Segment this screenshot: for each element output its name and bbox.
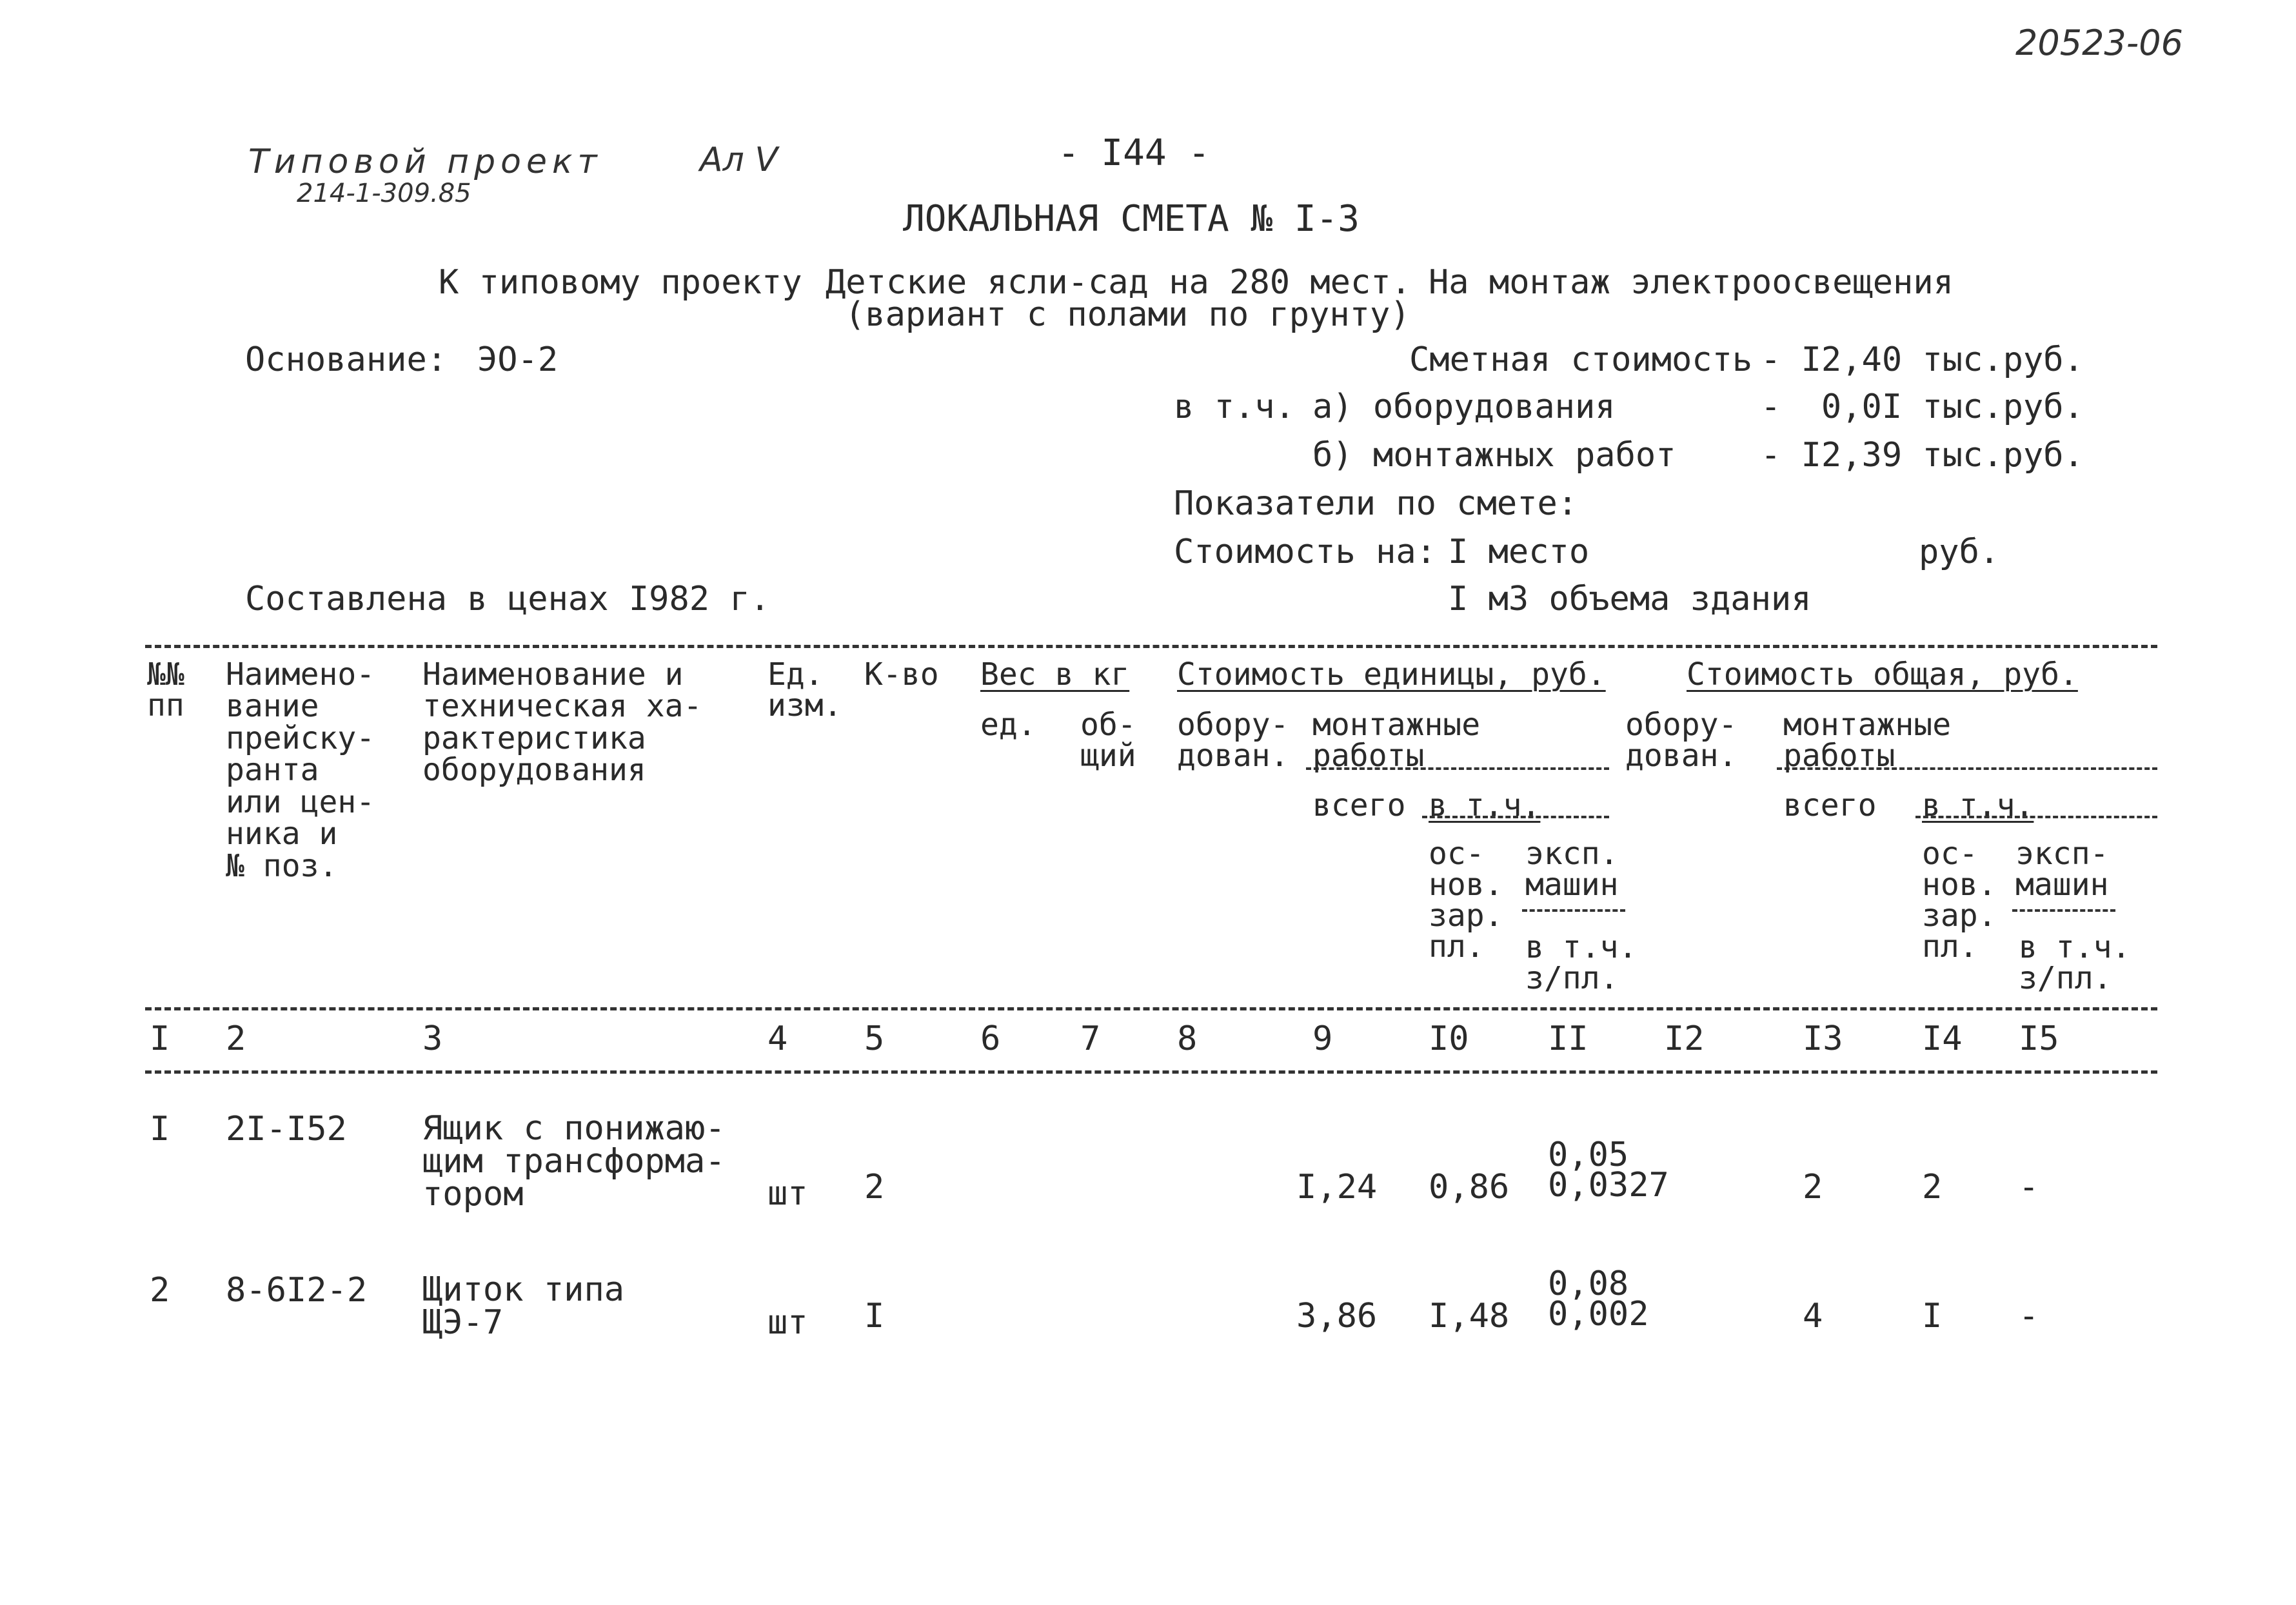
cost-currency: руб. (1919, 533, 2000, 571)
project-code: 214-1-309.85 (297, 179, 471, 208)
header-total-equipment: обору- дован. (1625, 707, 1737, 774)
header-total-base-pay: ос- нов. зар. пл. (1922, 836, 1997, 965)
col-number-10: I0 (1429, 1019, 1469, 1058)
header-unit-base-pay: ос- нов. зар. пл. (1429, 836, 1503, 965)
unit-machines-rule (1522, 909, 1625, 912)
col-number-7: 7 (1080, 1019, 1101, 1058)
header-total-incl-pay: в т.ч. з/пл. (2019, 929, 2131, 996)
col-number-3: 3 (422, 1019, 443, 1058)
installation-cost-label: б) монтажных работ (1312, 436, 1676, 475)
basis-label: Основание: (245, 340, 448, 379)
row1-name: Ящик с понижаю- щим трансформа- тором (422, 1109, 726, 1214)
col-number-8: 8 (1177, 1019, 1198, 1058)
row1-unit: шт (767, 1174, 808, 1213)
header-unit-all: всего (1312, 787, 1406, 823)
installation-cost-value: - I2,39 тыс.руб. (1761, 436, 2084, 475)
col-number-12: I2 (1664, 1019, 1705, 1058)
basis-value: ЭО-2 (477, 340, 559, 379)
subject-prefix: К типовому проекту (439, 263, 802, 302)
row2-unit: шт (767, 1303, 808, 1342)
row1-total-install: 2 (1803, 1168, 1823, 1206)
row2-total-install: 4 (1803, 1297, 1823, 1335)
row2-total-base-pay: I (1922, 1297, 1943, 1335)
header-unit-incl: в т.ч. (1429, 787, 1541, 823)
row1-total-machines: - (2019, 1168, 2039, 1206)
header-name: Наименование и техническая ха- рактеристика оборудования (422, 656, 702, 789)
document-number: 20523-06 (2015, 23, 2183, 63)
header-price-list: Наимено- вание прейску- ранта или цен- ника и № поз. (226, 656, 375, 884)
col-number-9: 9 (1312, 1019, 1333, 1058)
subject-work: На монтаж электроосвещения (1429, 263, 1954, 302)
incl-label: в т.ч. (1174, 388, 1295, 426)
row2-unit-install-total: 3,86 (1296, 1297, 1378, 1335)
col-number-2: 2 (226, 1019, 246, 1058)
total-cost-value: - I2,40 тыс.руб. (1761, 340, 2084, 379)
row1-code: 2I-I52 (226, 1110, 347, 1148)
header-total-all: всего (1783, 787, 1877, 823)
row2-number: 2 (150, 1271, 170, 1310)
project-label: Типовой проект (248, 143, 602, 181)
total-machines-rule (2012, 909, 2115, 912)
col-number-6: 6 (980, 1019, 1001, 1058)
header-bottom-rule (145, 1007, 2157, 1010)
cost-per-m3: I м3 объема здания (1448, 580, 1812, 618)
header-unit-cost-group: Стоимость единицы, руб. (1177, 656, 1606, 693)
col-number-14: I4 (1922, 1019, 1963, 1058)
row2-unit-base-pay: I,48 (1429, 1297, 1510, 1335)
header-total-cost-group: Стоимость общая, руб. (1687, 656, 2078, 693)
header-quantity: К-во (864, 656, 939, 693)
equipment-cost-value: - 0,0I тыс.руб. (1761, 388, 2084, 426)
col-number-1: I (150, 1019, 170, 1058)
header-unit-incl-pay: в т.ч. з/пл. (1525, 929, 1638, 996)
row1-unit-base-pay: 0,86 (1429, 1168, 1510, 1206)
row1-quantity: 2 (864, 1168, 885, 1206)
estimate-title: ЛОКАЛЬНАЯ СМЕТА № I-3 (903, 198, 1360, 240)
row2-name: Щиток типа ЩЭ-7 (422, 1270, 625, 1342)
col-number-11: II (1548, 1019, 1588, 1058)
row2-unit-machines: 0,08 (1548, 1265, 1629, 1303)
header-unit-installation: монтажные работы (1312, 707, 1481, 774)
prices-year: Составлена в ценах I982 г. (245, 580, 770, 618)
col-numbers-rule (145, 1070, 2157, 1074)
row1-unit-install-total: I,24 (1296, 1168, 1378, 1206)
page-number: - I44 - (1058, 132, 1211, 174)
header-total-machines: эксп- машин (2015, 836, 2109, 903)
row1-total-base-pay: 2 (1922, 1168, 1943, 1206)
header-unit: Ед. изм. (767, 656, 842, 724)
row2-code: 8-6I2-2 (226, 1271, 368, 1310)
equipment-cost-label: а) оборудования (1312, 388, 1616, 426)
header-row-number: №№ пп (147, 656, 184, 724)
col-number-13: I3 (1803, 1019, 1843, 1058)
subject-object: Детские ясли-сад на 280 мест. (826, 263, 1411, 302)
total-cost-label: Сметная стоимость (1409, 340, 1753, 379)
cost-per-place: I место (1448, 533, 1590, 571)
col-number-15: I5 (2019, 1019, 2059, 1058)
header-weight-group: Вес в кг (980, 656, 1130, 693)
row2-unit-machines-pay: 0,002 (1548, 1295, 1649, 1334)
cost-per-label: Стоимость на: (1174, 533, 1436, 571)
album-mark: Ал V (700, 141, 778, 179)
row1-unit-machines: 0,05 (1548, 1136, 1629, 1174)
subject-object-note: (вариант с полами по грунту) (845, 295, 1410, 334)
indicators-label: Показатели по смете: (1174, 484, 1578, 523)
row2-quantity: I (864, 1297, 885, 1335)
col-number-4: 4 (767, 1019, 788, 1058)
col-number-5: 5 (864, 1019, 885, 1058)
row1-unit-machines-pay: 0,0327 (1548, 1166, 1669, 1205)
header-unit-equipment: обору- дован. (1177, 707, 1289, 774)
header-unit-machines: эксп. машин (1525, 836, 1619, 903)
header-weight-unit: ед. (980, 707, 1036, 743)
row1-number: I (150, 1110, 170, 1148)
header-total-installation: монтажные работы (1783, 707, 1952, 774)
header-total-incl: в т.ч. (1922, 787, 2034, 823)
row2-total-machines: - (2019, 1297, 2039, 1335)
table-top-rule (145, 645, 2157, 648)
header-weight-total: об- щий (1080, 707, 1136, 774)
